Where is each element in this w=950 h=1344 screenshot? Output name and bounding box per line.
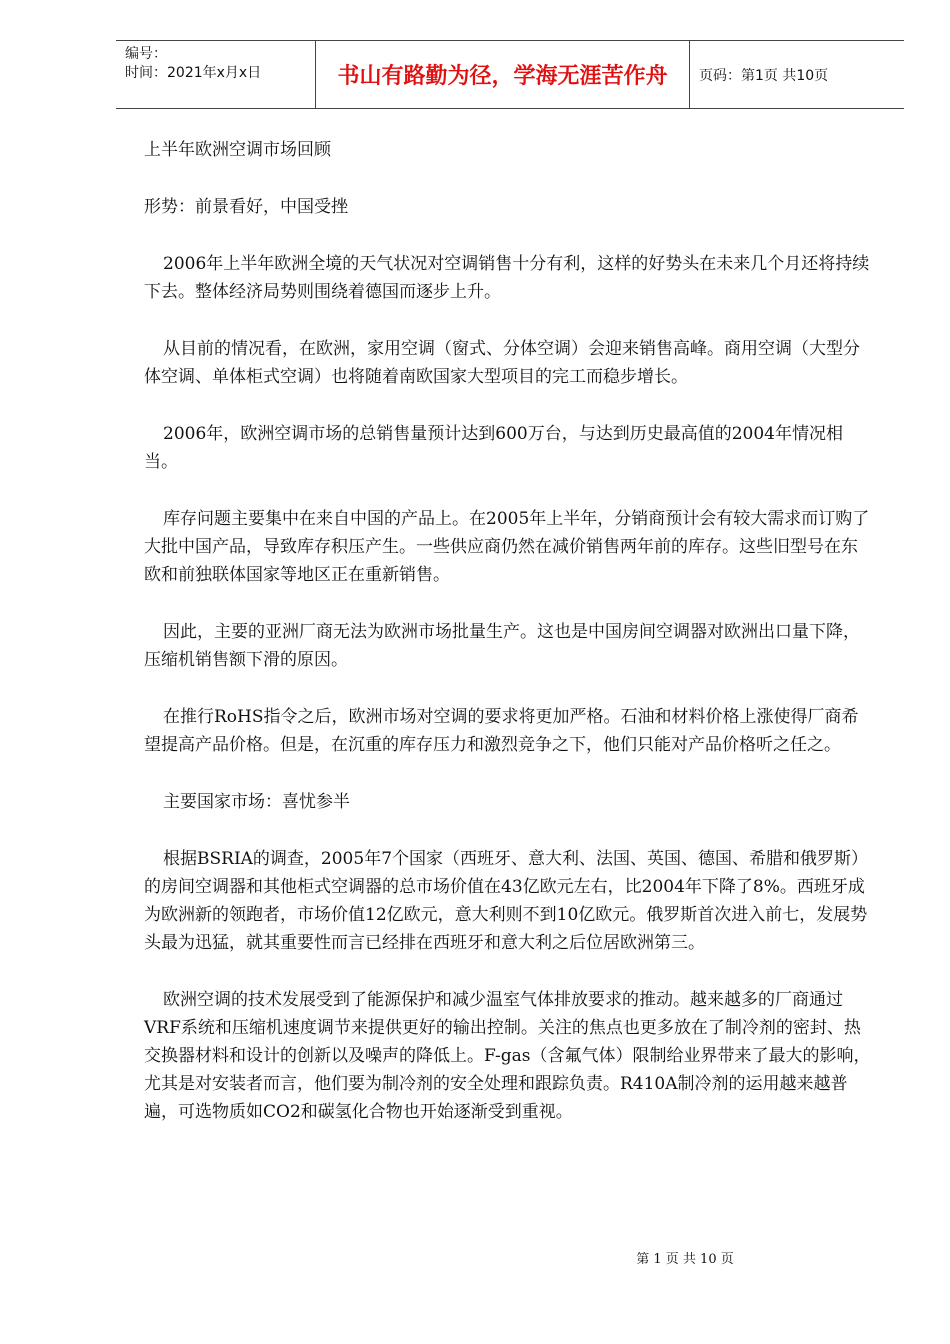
paragraph: 在推行RoHS指令之后，欧洲市场对空调的要求将更加严格。石油和材料价格上涨使得厂商希望提高产品价格。但是，在沉重的库存压力和激烈竞争之下，他们只能对产品价格听之任之。 bbox=[144, 707, 859, 755]
document-time-label: 时间：2021年x月x日 bbox=[125, 65, 262, 81]
paragraph: 2006年上半年欧洲全境的天气状况对空调销售十分有利，这样的好势头在未来几个月还将持续下去。整体经济局势则围绕着德国而逐步上升。 bbox=[144, 254, 870, 302]
header-motto-cell bbox=[315, 41, 690, 108]
header-meta bbox=[116, 41, 315, 108]
document-title: 上半年欧洲空调市场回顾 bbox=[144, 140, 331, 160]
paragraph: 根据BSRIA的调查，2005年7个国家（西班牙、意大利、法国、英国、德国、希腊和俄罗斯）的房间空调器和其他柜式空调器的总市场价值在43亿欧元左右，比2004年下降了8%。西班牙成为欧洲新的领跑者，市场价值12亿欧元，意大利则不到10亿欧元。俄罗斯首次进入前七，发展势头最为迅猛，就其重要性而言已经排在西班牙和意大利之后位居欧洲第三。 bbox=[144, 849, 869, 953]
section-heading: 形势：前景看好，中国受挫 bbox=[144, 197, 348, 217]
paragraph: 2006年，欧洲空调市场的总销售量预计达到600万台，与达到历史最高值的2004年情况相当。 bbox=[144, 424, 843, 472]
page-header bbox=[116, 40, 904, 109]
paragraph: 因此，主要的亚洲厂商无法为欧洲市场批量生产。这也是中国房间空调器对欧洲出口量下降，压缩机销售额下滑的原因。 bbox=[144, 622, 860, 670]
document-id-label: 编号： bbox=[125, 46, 167, 62]
page-footer: 第 1 页 共 10 页 bbox=[636, 1252, 734, 1267]
paragraph: 欧洲空调的技术发展受到了能源保护和减少温室气体排放要求的推动。越来越多的厂商通过VRF系统和压缩机速度调节来提供更好的输出控制。关注的焦点也更多放在了制冷剂的密封、热交换器材料和设计的创新以及噪声的降低上。F-gas（含氟气体）限制给业界带来了最大的影响，尤其是对安装者而言，他们要为制冷剂的安全处理和跟踪负责。R410A制冷剂的运用越来越普遍，可选物质如CO2和碳氢化合物也开始逐渐受到重视。 bbox=[144, 990, 871, 1122]
document-body bbox=[144, 136, 874, 1155]
paragraph: 从目前的情况看，在欧洲，家用空调（窗式、分体空调）会迎来销售高峰。商用空调（大型分体空调、单体柜式空调）也将随着南欧国家大型项目的完工而稳步增长。 bbox=[144, 339, 860, 387]
header-page-info: 页码：第1页 共10页 bbox=[699, 67, 829, 84]
section-heading: 主要国家市场：喜忧参半 bbox=[163, 792, 350, 812]
header-motto: 书山有路勤为径，学海无涯苦作舟 bbox=[337, 64, 668, 89]
paragraph: 库存问题主要集中在来自中国的产品上。在2005年上半年，分销商预计会有较大需求而订购了大批中国产品，导致库存积压产生。一些供应商仍然在减价销售两年前的库存。这些旧型号在东欧和前独联体国家等地区正在重新销售。 bbox=[144, 509, 870, 585]
